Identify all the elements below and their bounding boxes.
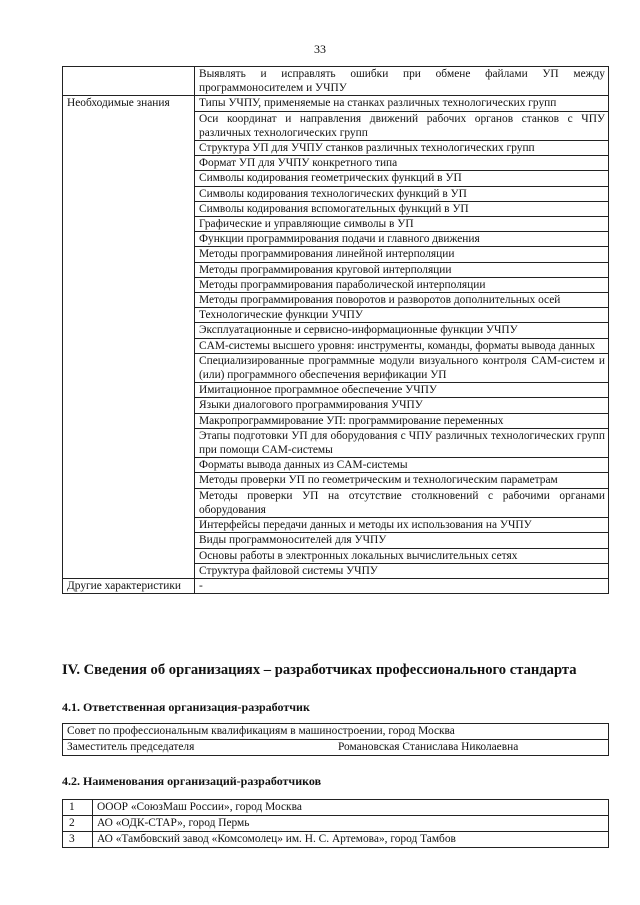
knowledge-item: Методы программирования параболической интерполяции [195, 277, 609, 292]
knowledge-item: Специализированные программные модули визуального контроля CAM-систем и (или) программного обеспечения верификации УП [195, 353, 609, 382]
knowledge-item: Виды программоносителей для УЧПУ [195, 533, 609, 548]
developers-table [62, 799, 609, 848]
section-iv-title: IV. Сведения об организациях – разработчиках профессионального стандарта [62, 662, 577, 678]
knowledge-item: Типы УЧПУ, применяемые на станках различных технологических групп [195, 96, 609, 111]
knowledge-item: Интерфейсы передачи данных и методы их использования на УЧПУ [195, 518, 609, 533]
developer-name: АО «Тамбовский завод «Комсомолец» им. Н. С. Артемова», город Тамбов [93, 832, 609, 848]
knowledge-item: Формат УП для УЧПУ конкретного типа [195, 156, 609, 171]
other-characteristics-value: - [195, 578, 609, 593]
knowledge-item: Функции программирования подачи и главного движения [195, 232, 609, 247]
table-row [63, 740, 609, 756]
other-characteristics-label: Другие характеристики [63, 578, 195, 593]
knowledge-item: Графические и управляющие символы в УП [195, 217, 609, 232]
position-title: Заместитель председателя [67, 741, 195, 753]
developer-name: АО «ОДК-СТАР», город Пермь [93, 816, 609, 832]
developer-number: 2 [63, 816, 93, 832]
knowledge-item: Технологические функции УЧПУ [195, 308, 609, 323]
knowledge-item: Форматы вывода данных из CAM-системы [195, 458, 609, 473]
developer-name: ОООР «СоюзМаш России», город Москва [93, 800, 609, 816]
page-number: 33 [314, 42, 326, 56]
responsible-person-cell [63, 740, 609, 756]
developer-number: 1 [63, 800, 93, 816]
table-row [63, 832, 609, 848]
knowledge-table [62, 66, 609, 594]
knowledge-item: Символы кодирования вспомогательных функций в УП [195, 201, 609, 216]
developer-number: 3 [63, 832, 93, 848]
knowledge-item: Методы программирования поворотов и разворотов дополнительных осей [195, 293, 609, 308]
knowledge-item: Структура файловой системы УЧПУ [195, 563, 609, 578]
table-row [63, 578, 609, 593]
subsection-4-2-title: 4.2. Наименования организаций-разработчиков [62, 774, 322, 788]
person-name: Романовская Станислава Николаевна [338, 741, 519, 753]
knowledge-item: Имитационное программное обеспечение УЧПУ [195, 383, 609, 398]
knowledge-item: Макропрограммирование УП: программирование переменных [195, 413, 609, 428]
knowledge-item: Методы программирования линейной интерполяции [195, 247, 609, 262]
responsible-org-name: Совет по профессиональным квалификациям в машиностроении, город Москва [63, 724, 609, 740]
table-row [63, 800, 609, 816]
knowledge-item: Структура УП для УЧПУ станков различных технологических групп [195, 141, 609, 156]
table-row [63, 816, 609, 832]
knowledge-item: Эксплуатационные и сервисно-информационные функции УЧПУ [195, 323, 609, 338]
knowledge-item: Методы проверки УП по геометрическим и технологическим параметрам [195, 473, 609, 488]
knowledge-item: Оси координат и направления движений рабочих органов станков с ЧПУ различных технологических групп [195, 111, 609, 140]
skill-cell: Выявлять и исправлять ошибки при обмене файлами УП между программоносителем и УЧПУ [195, 67, 609, 96]
table-row [63, 724, 609, 740]
knowledge-item: Методы программирования круговой интерполяции [195, 262, 609, 277]
knowledge-item: Этапы подготовки УП для оборудования с ЧПУ различных технологических групп при помощи CAM-системы [195, 428, 609, 457]
knowledge-item: Методы проверки УП на отсутствие столкновений с рабочими органами оборудования [195, 488, 609, 517]
responsible-org-table [62, 723, 609, 756]
knowledge-item: Языки диалогового программирования УЧПУ [195, 398, 609, 413]
knowledge-item: Символы кодирования геометрических функций в УП [195, 171, 609, 186]
subsection-4-1-title: 4.1. Ответственная организация-разработчик [62, 700, 310, 714]
table-row [63, 96, 609, 111]
empty-label-cell [63, 67, 195, 96]
knowledge-item: Символы кодирования технологических функций в УП [195, 186, 609, 201]
knowledge-item: CAM-системы высшего уровня: инструменты, команды, форматы вывода данных [195, 338, 609, 353]
knowledge-item: Основы работы в электронных локальных вычислительных сетях [195, 548, 609, 563]
table-row [63, 67, 609, 96]
knowledge-label: Необходимые знания [63, 96, 195, 579]
